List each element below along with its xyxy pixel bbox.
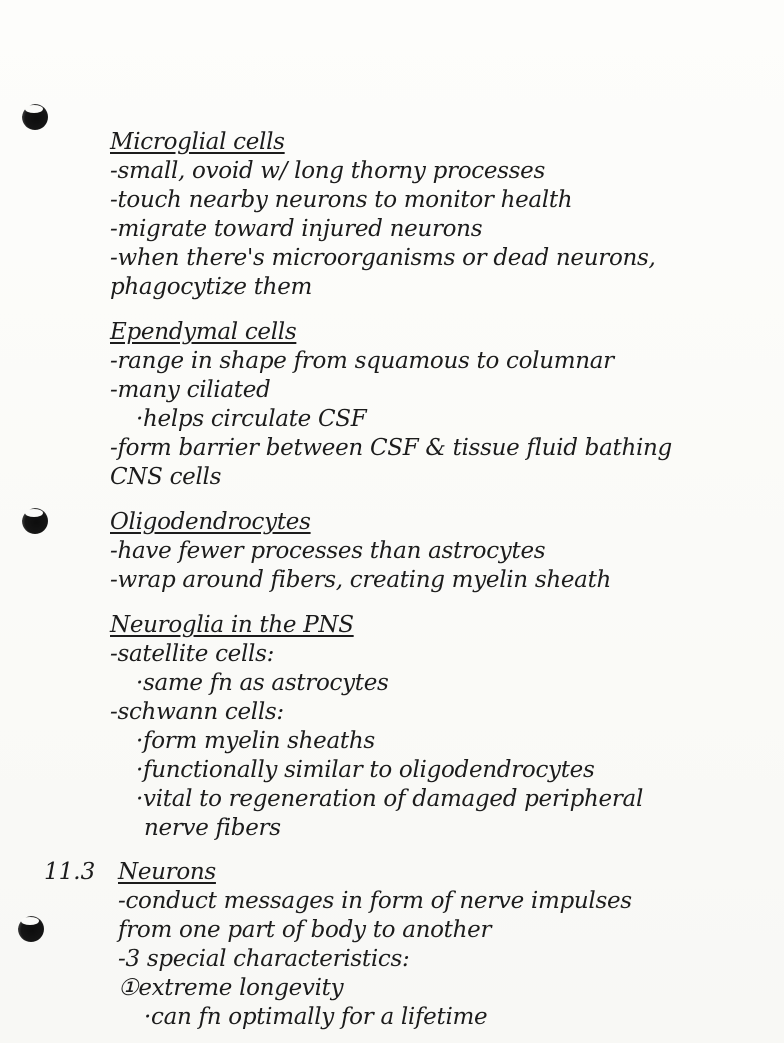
section-heading: Ependymal cells [110,319,297,345]
note-line: -satellite cells: [110,641,275,667]
note-line: -wrap around fibers, creating myelin sheath [110,567,612,593]
section-heading: Neuroglia in the PNS [110,612,354,638]
note-line: phagocytize them [110,274,313,300]
note-line: CNS cells [110,464,222,490]
binder-hole-bottom [18,916,44,942]
section-oligodendrocytes [110,508,770,595]
section-ependymal-cells [110,318,770,492]
section-heading: Neurons [118,859,216,885]
note-line: -conduct messages in form of nerve impulses [118,888,632,914]
section-microglial-cells [110,128,770,302]
section-number: 11.3 [44,859,96,885]
section-heading: Microglial cells [110,129,285,155]
note-subline: ·can fn optimally for a lifetime [144,1004,488,1030]
note-subline: ·vital to regeneration of damaged peripheral [136,786,644,812]
note-subline: ·helps circulate CSF [136,406,367,432]
note-line: -schwann cells: [110,699,284,725]
note-line: -3 special characteristics: [118,946,410,972]
note-subline: ·functionally similar to oligodendrocytes [136,757,595,783]
section-neurons [118,858,768,1032]
section-neuroglia-pns [110,611,770,843]
binder-hole-middle [22,508,48,534]
note-line: -range in shape from squamous to columnar [110,348,614,374]
note-line: ①extreme longevity [118,975,344,1001]
note-line: -many ciliated [110,377,271,403]
section-heading: Oligodendrocytes [110,509,311,535]
note-line: -form barrier between CSF & tissue fluid bathing [110,435,672,461]
note-line: -when there's microorganisms or dead neurons, [110,245,656,271]
note-subline-continued: nerve fibers [144,815,281,841]
note-line: from one part of body to another [118,917,492,943]
handwritten-notes [110,128,770,859]
note-subline: ·form myelin sheaths [136,728,375,754]
note-subline: ·same fn as astrocytes [136,670,389,696]
note-line: -small, ovoid w/ long thorny processes [110,158,546,184]
note-line: -migrate toward injured neurons [110,216,483,242]
note-line: -have fewer processes than astrocytes [110,538,546,564]
note-line: -touch nearby neurons to monitor health [110,187,573,213]
binder-hole-top [22,104,48,130]
